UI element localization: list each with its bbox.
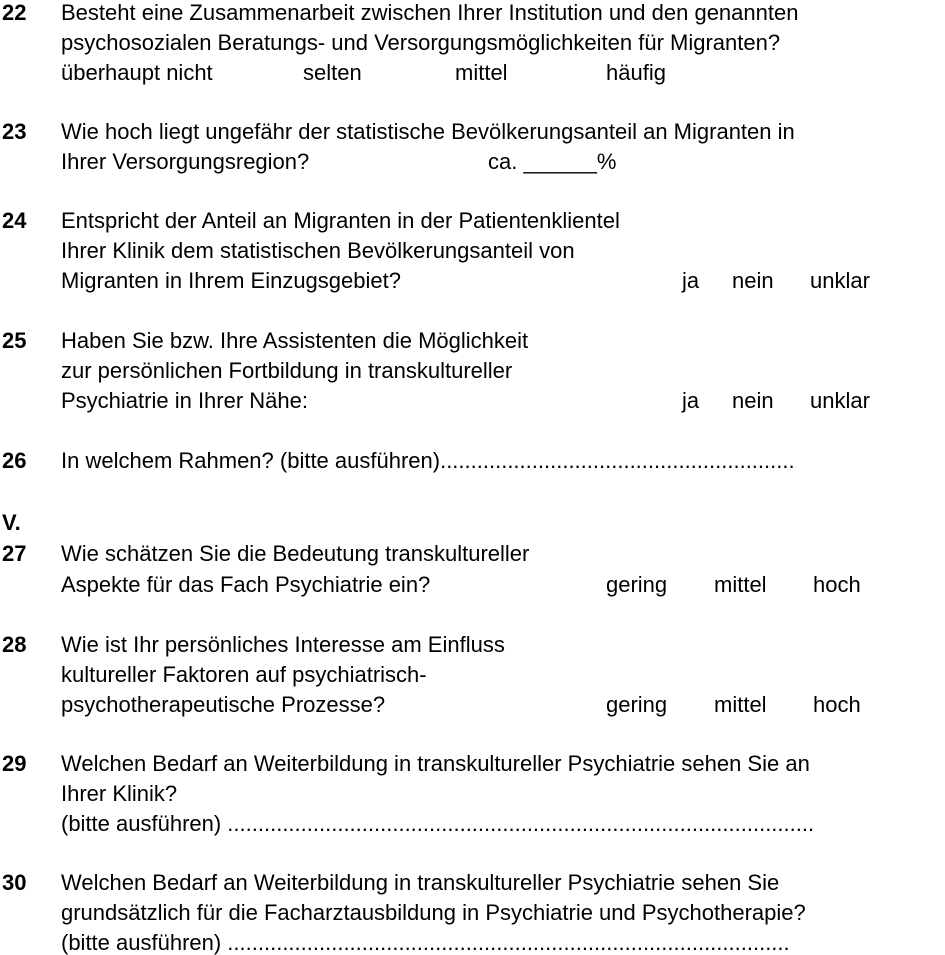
question-28-text-line1: Wie ist Ihr persönliches Interesse am Einfluss bbox=[61, 632, 505, 657]
question-number-27: 27 bbox=[2, 541, 27, 566]
question-30-answer-line[interactable]: (bitte ausführen) ............................................................................................ bbox=[61, 930, 790, 955]
question-26-text-with-answer-line[interactable]: In welchem Rahmen? (bitte ausführen).......................................................... bbox=[61, 448, 795, 473]
answer-option-hoch[interactable]: hoch bbox=[813, 572, 861, 597]
question-number-26: 26 bbox=[2, 448, 27, 473]
question-number-30: 30 bbox=[2, 870, 27, 895]
answer-option-selten[interactable]: selten bbox=[303, 60, 362, 85]
answer-option-ueberhaupt-nicht[interactable]: überhaupt nicht bbox=[61, 60, 213, 85]
question-27-text-line1: Wie schätzen Sie die Bedeutung transkultureller bbox=[61, 541, 530, 566]
question-30-text-line1: Welchen Bedarf an Weiterbildung in transkultureller Psychiatrie sehen Sie bbox=[61, 870, 780, 895]
question-28-text-line3: psychotherapeutische Prozesse? bbox=[61, 692, 386, 717]
answer-option-nein[interactable]: nein bbox=[732, 268, 774, 293]
question-number-23: 23 bbox=[2, 119, 27, 144]
answer-option-unklar[interactable]: unklar bbox=[810, 388, 870, 413]
question-number-25: 25 bbox=[2, 328, 27, 353]
question-22-text-line1: Besteht eine Zusammenarbeit zwischen Ihrer Institution und den genannten bbox=[61, 0, 799, 25]
question-number-24: 24 bbox=[2, 208, 27, 233]
answer-option-gering[interactable]: gering bbox=[606, 692, 668, 717]
section-label: V. bbox=[2, 510, 21, 535]
question-25-text-line2: zur persönlichen Fortbildung in transkultureller bbox=[61, 358, 513, 383]
answer-option-mittel[interactable]: mittel bbox=[714, 692, 767, 717]
answer-option-mittel[interactable]: mittel bbox=[455, 60, 508, 85]
question-25-text-line1: Haben Sie bzw. Ihre Assistenten die Möglichkeit bbox=[61, 328, 529, 353]
answer-option-unklar[interactable]: unklar bbox=[810, 268, 870, 293]
question-23-text-line1: Wie hoch liegt ungefähr der statistische Bevölkerungsanteil an Migranten in bbox=[61, 119, 795, 144]
question-24-text-line2: Ihrer Klinik dem statistischen Bevölkerungsanteil von bbox=[61, 238, 575, 263]
answer-option-ja[interactable]: ja bbox=[682, 268, 700, 293]
question-29-text-line2: Ihrer Klinik? bbox=[61, 781, 178, 806]
answer-option-nein[interactable]: nein bbox=[732, 388, 774, 413]
question-24-text-line3: Migranten in Ihrem Einzugsgebiet? bbox=[61, 268, 401, 293]
question-number-22: 22 bbox=[2, 0, 27, 25]
question-24-text-line1: Entspricht der Anteil an Migranten in der Patientenklientel bbox=[61, 208, 620, 233]
answer-option-haeufig[interactable]: häufig bbox=[606, 60, 666, 85]
question-25-text-line3: Psychiatrie in Ihrer Nähe: bbox=[61, 388, 308, 413]
question-29-text-line1: Welchen Bedarf an Weiterbildung in transkultureller Psychiatrie sehen Sie an bbox=[61, 751, 810, 776]
answer-option-ja[interactable]: ja bbox=[682, 388, 700, 413]
question-28-text-line2: kultureller Faktoren auf psychiatrisch- bbox=[61, 662, 427, 687]
question-29-answer-line[interactable]: (bitte ausführen) ................................................................................................ bbox=[61, 811, 815, 836]
question-22-text-line2: psychosozialen Beratungs- und Versorgungsmöglichkeiten für Migranten? bbox=[61, 30, 781, 55]
question-30-text-line2: grundsätzlich für die Facharztausbildung in Psychiatrie und Psychotherapie? bbox=[61, 900, 806, 925]
question-23-text-line2: Ihrer Versorgungsregion? bbox=[61, 149, 310, 174]
question-number-29: 29 bbox=[2, 751, 27, 776]
percentage-answer-field[interactable]: ca. ______% bbox=[488, 149, 617, 174]
answer-option-hoch[interactable]: hoch bbox=[813, 692, 861, 717]
answer-option-mittel[interactable]: mittel bbox=[714, 572, 767, 597]
answer-option-gering[interactable]: gering bbox=[606, 572, 668, 597]
question-number-28: 28 bbox=[2, 632, 27, 657]
question-27-text-line2: Aspekte für das Fach Psychiatrie ein? bbox=[61, 572, 431, 597]
